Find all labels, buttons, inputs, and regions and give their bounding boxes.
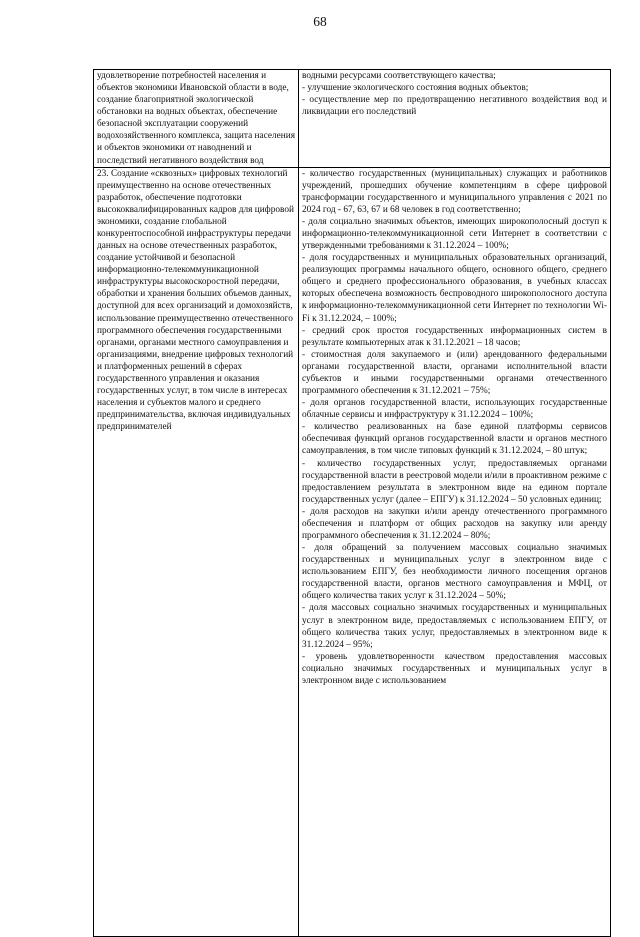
table-row xyxy=(94,167,611,936)
indicator-item: - улучшение экологического состояния водных объектов; xyxy=(302,83,529,94)
indicators-list xyxy=(302,168,607,936)
indicator-item: - доля органов государственной власти, использующих государственные облачные сервисы и инфраструктуру к 31.12.2024 – 100%; xyxy=(302,398,607,421)
indicator-item: водными ресурсами соответствующего качества; xyxy=(302,71,496,81)
indicators-cell xyxy=(299,167,611,936)
goal-cell xyxy=(94,70,299,168)
page-number: 68 xyxy=(313,14,327,29)
goal-text: удовлетворение потребностей населения и объектов экономики Ивановской области в воде, создание благоприятной экологической обстановки на водных объектах, обеспечение безопасной эксплуатации сооружений водохозяйственного комплекса, защита населения и объектов экономики от наводнений и последствий негативного воздействия вод xyxy=(97,71,295,166)
indicator-item: - уровень удовлетворенности качеством предоставления массовых социально значимых государственных и муниципальных услуг в электронном виде с использованием xyxy=(302,651,607,686)
indicator-item: - доля расходов на закупки и/или аренду отечественного программного обеспечения и платформ от общих расходов на закупку или аренду программного обеспечения к 31.12.2024 – 80%; xyxy=(302,506,607,541)
indicator-item: - осуществление мер по предотвращению негативного воздействия вод и ликвидации его последствий xyxy=(302,95,607,118)
indicator-item: - стоимостная доля закупаемого и (или) арендованного федеральными органами государственной власти, органами исполнительной власти субъектов и иными государственными органами отечественного программного обеспечения к 31.12.2021 – 75%; xyxy=(302,349,607,397)
indicator-item: - доля обращений за получением массовых социально значимых государственных и муниципальных услуг в электронном виде с использованием ЕПГУ, без необходимости личного посещения органов государственной власти, органов местного самоуправления и МФЦ, от общего количества таких услуг к 31.12.2024 – 50%; xyxy=(302,543,607,602)
goals-indicators-table xyxy=(93,69,611,937)
goal-cell xyxy=(94,167,299,936)
indicators-cell xyxy=(299,70,611,168)
indicator-item: - количество государственных услуг, предоставляемых органами государственной власти в реестровой модели и/или в проактивном режиме с предоставлением результата в электронном виде на едином портале государственных услуг (далее – ЕПГУ) к 31.12.2024 – 50 условных единиц; xyxy=(302,458,607,505)
goal-text: 23. Создание «сквозных» цифровых технологий преимущественно на основе отечественных разработок, обеспечение подготовки высококвалифицированных кадров для цифровой экономики, создание глобальной конкурентоспособной инфраструктуры передачи данных на основе отечественных разработок, создание устойчивой и безопасной информационно-телекоммуникационной инфраструктуры высокоскоростной передачи, обработки и хранения больших объемов данных, доступной для всех организаций и домохозяйств, использование преимущественно отечественного программного обеспечения государственными органами, органами местного самоуправления и организациями, внедрение цифровых технологий и платформенных решений в сферах государственного управления и оказания государственных услуг, в том числе в интересах населения и субъектов малого и среднего предпринимательства, включая индивидуальных предпринимателей xyxy=(97,168,294,433)
indicator-item: - доля государственных и муниципальных образовательных организаций, реализующих программы начального общего, основного общего, среднего общего и среднего профессионального образования, в учебных классах которых обеспечена возможность беспроводного широкополосного доступа к информационно-телекоммуникационной сети Интернет по технологии Wi-Fi к 31.12.2024, – 100%; xyxy=(302,253,607,324)
indicator-item: - доля социально значимых объектов, имеющих широкополосный доступ к информационно-телекоммуникационной сети Интернет в соответствии с утвержденными требованиями к 31.12.2024 – 100%; xyxy=(302,216,607,252)
table-row xyxy=(94,70,611,168)
indicator-item: - средний срок простоя государственных информационных систем в результате компьютерных атак к 31.12.2021 – 18 часов; xyxy=(302,325,607,348)
indicator-item: - количество государственных (муниципальных) служащих и работников учреждений, прошедших обучение компетенциям в сфере цифровой трансформации государственного и муниципального управления с 2021 по 2024 год - 67, 63, 67 и 68 человек в год соответственно; xyxy=(302,168,607,215)
indicator-item: - количество реализованных на базе единой платформы сервисов обеспечивая функций органов государственной власти и органов местного самоуправления, в том числе типовых функций к 31.12.2024, – 80 штук; xyxy=(302,422,607,457)
indicator-item: - доля массовых социально значимых государственных и муниципальных услуг в электронном виде, предоставляемых с использованием ЕПГУ, от общего количества таких услуг, предоставляемых в электронном виде к 31.12.2024 – 95%; xyxy=(302,603,607,650)
